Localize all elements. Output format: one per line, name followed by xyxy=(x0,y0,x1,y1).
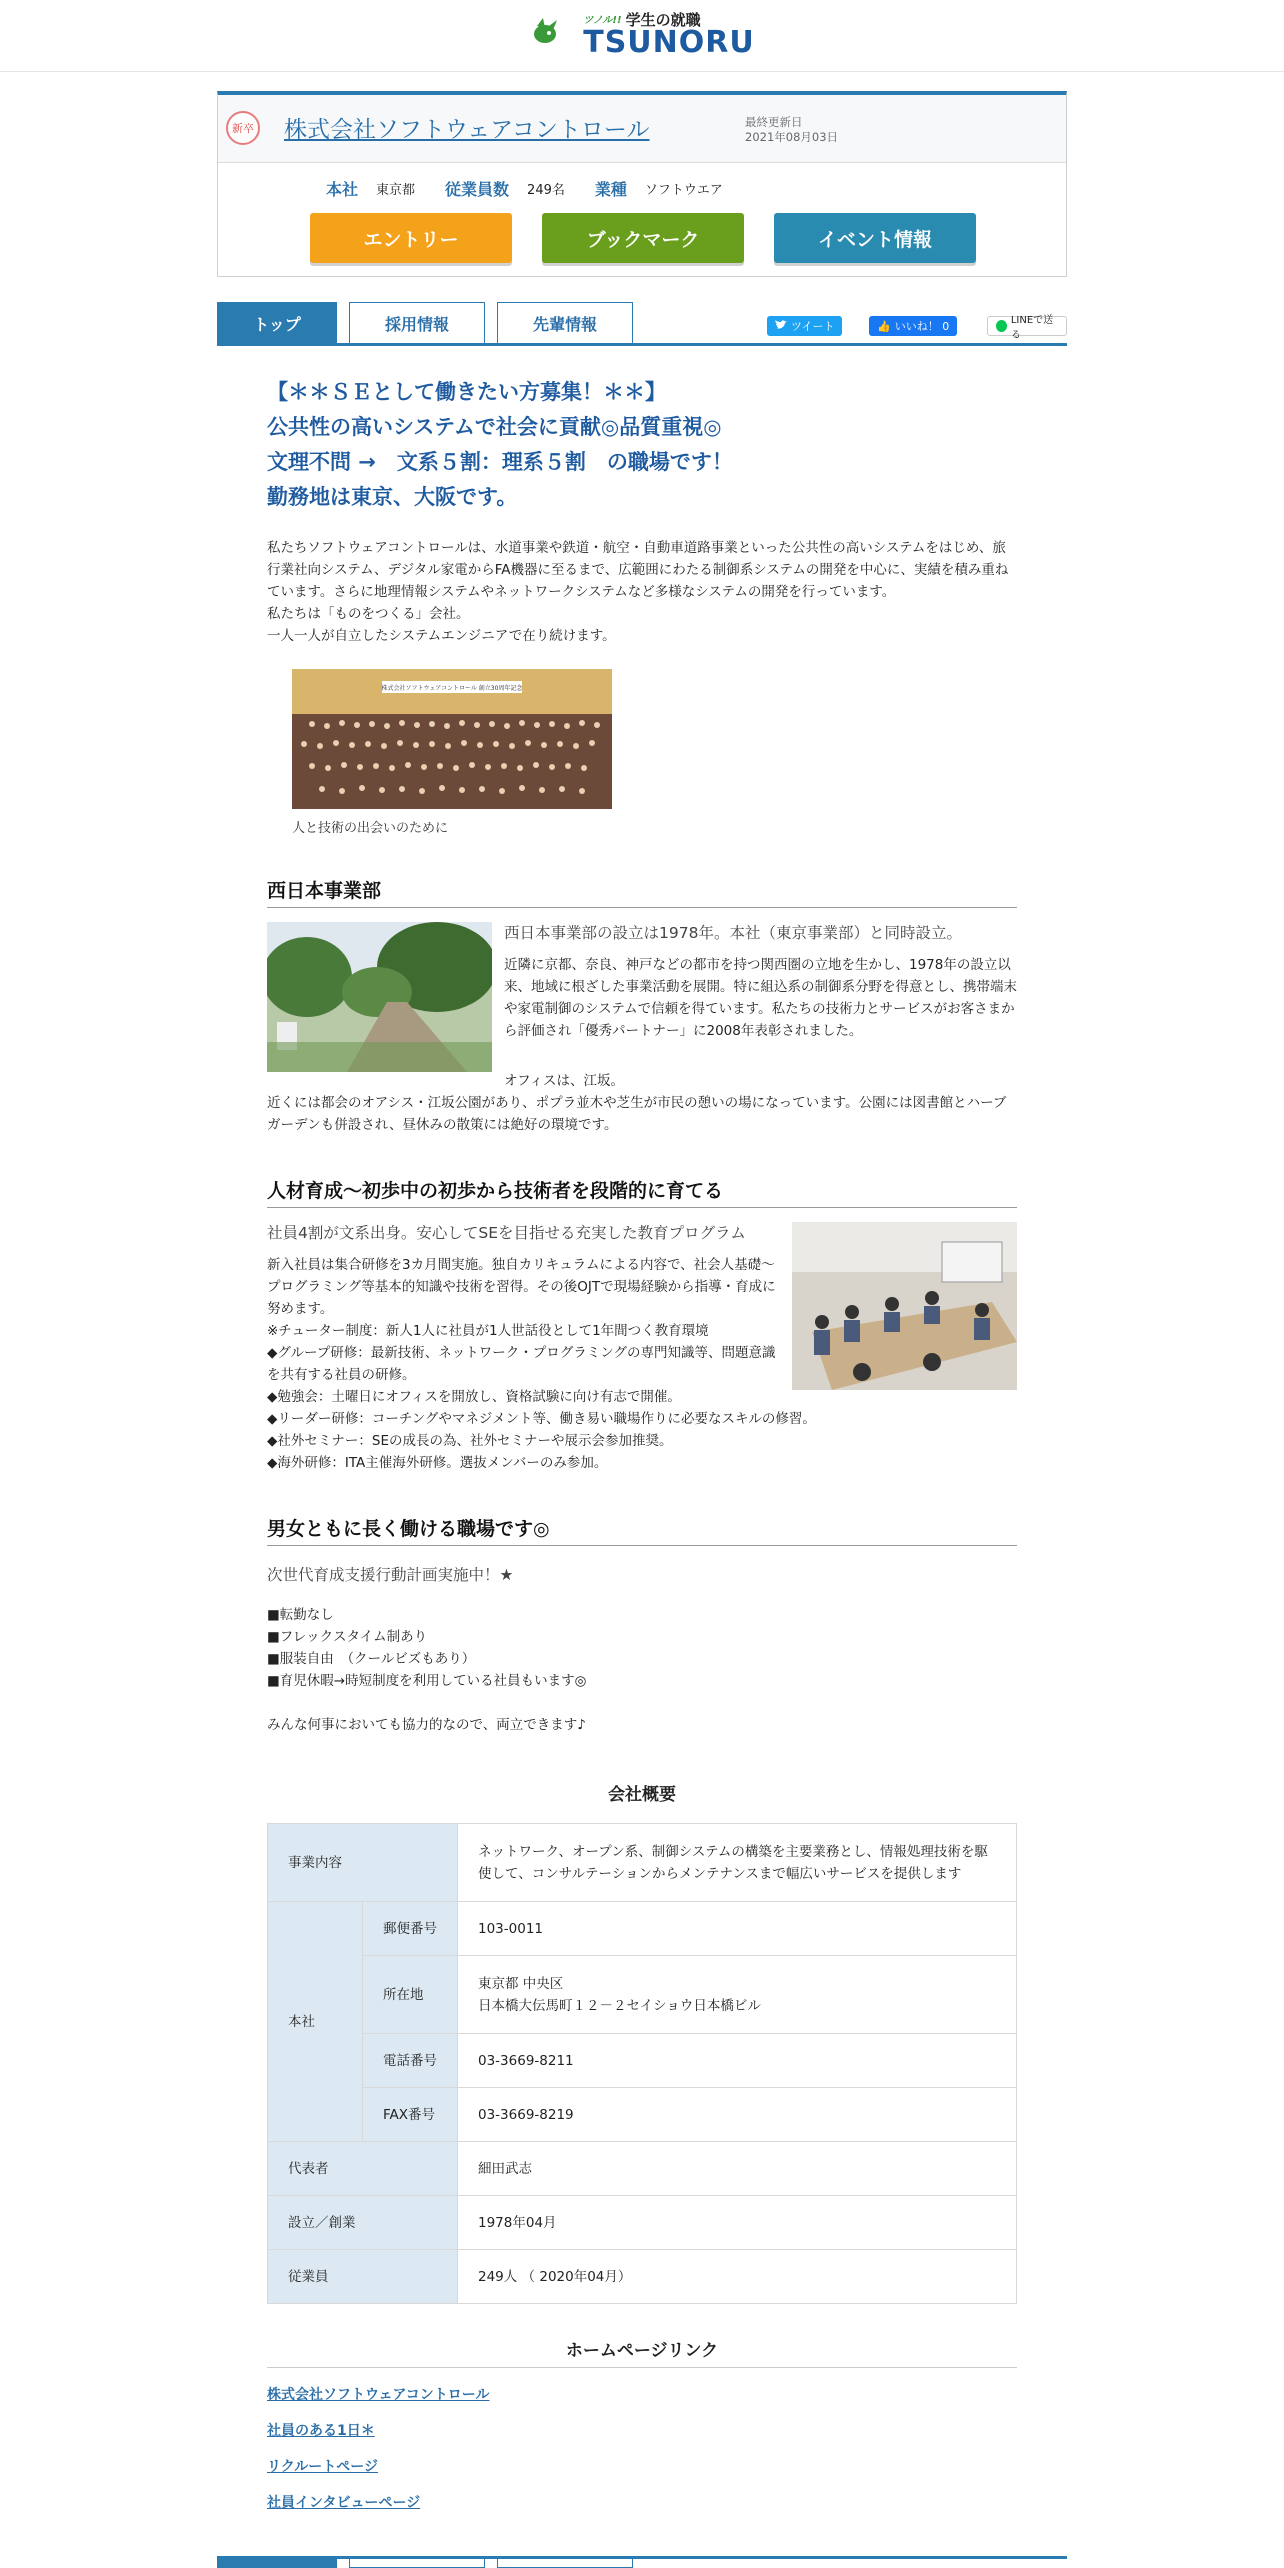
worklife-item: ■服装自由 （クールビズもあり） xyxy=(267,1651,476,1667)
section-worklife xyxy=(267,1564,1017,1736)
address-label: 所在地 xyxy=(363,1956,458,2034)
last-updated-date: 2021年08月03日 xyxy=(745,130,839,144)
address-value xyxy=(458,1956,1017,2034)
business-label: 事業内容 xyxy=(268,1824,458,1902)
fax-label: FAX番号 xyxy=(363,2088,458,2142)
table-row xyxy=(268,2250,1017,2304)
tab-seniors[interactable]: 先輩情報 xyxy=(497,302,633,343)
headline-line: 公共性の高いシステムで社会に貢献◎品質重視◎ xyxy=(267,415,722,439)
intro-paragraph: 私たちは「ものをつくる」会社。 xyxy=(267,606,470,622)
park-photo xyxy=(267,922,492,1072)
logo-sub-text: 学生の就職 xyxy=(625,11,701,29)
bookmark-button[interactable]: ブックマーク xyxy=(542,213,744,263)
section-west-japan-title: 西日本事業部 xyxy=(267,876,1017,908)
logo-tag: ツノル!! xyxy=(583,14,622,26)
bottom-tab-top[interactable] xyxy=(217,2559,337,2568)
line-icon xyxy=(996,320,1007,332)
logo-mark-icon xyxy=(529,16,575,56)
headline xyxy=(267,375,1017,515)
twitter-bird-icon xyxy=(775,320,787,333)
table-row xyxy=(268,2142,1017,2196)
industry-value: ソフトウエア xyxy=(644,183,723,198)
rep-value: 細田武志 xyxy=(458,2142,1017,2196)
site-header xyxy=(0,0,1284,72)
founded-value: 1978年04月 xyxy=(458,2196,1017,2250)
bottom-tab-recruit[interactable] xyxy=(349,2559,485,2568)
event-info-button[interactable]: イベント情報 xyxy=(774,213,976,263)
address-line-2: 日本橋大伝馬町１２－２セイショウ日本橋ビル xyxy=(478,1997,761,2014)
overview-table xyxy=(267,1823,1017,2304)
table-row xyxy=(268,1902,1017,1956)
section-worklife-closing: みんな何事においても協力的なので、両立できます♪ xyxy=(267,1717,586,1733)
meeting-photo xyxy=(792,1222,1017,1390)
business-value: ネットワーク、オープン系、制御システムの構築を主要業務とし、情報処理技術を駆使して、コンサルテーションからメンテナンスまで幅広いサービスを提供します xyxy=(458,1824,1017,1902)
main-content xyxy=(267,375,1017,2512)
last-updated xyxy=(745,115,838,145)
founded-label: 設立／創業 xyxy=(268,2196,458,2250)
link-interview-page[interactable]: 社員インタビューページ xyxy=(267,2495,421,2511)
worklife-item: ■転勤なし xyxy=(267,1607,334,1623)
hq-label-cell: 本社 xyxy=(268,1902,363,2142)
training-line: ※チューター制度：新人1人に社員が1人世話役として1年間つく教育環境 xyxy=(267,1323,709,1339)
postal-label: 郵便番号 xyxy=(363,1902,458,1956)
last-updated-label: 最終更新日 xyxy=(745,115,803,129)
hq-value: 東京都 xyxy=(376,183,416,198)
section-west-japan xyxy=(267,922,1017,1136)
headline-line: 勤務地は東京、大阪です。 xyxy=(267,485,518,509)
section-training-lead: 社員4割が文系出身。安心してSEを目指せる充実した教育プログラム xyxy=(267,1224,746,1242)
section-worklife-list xyxy=(267,1604,1017,1692)
section-west-japan-office-detail: 近くには都会のオアシス・江坂公園があり、ポプラ並木や芝生が市民の憩いの場になっています。公園には図書館とハーブガーデンも併設され、昼休みの散策には絶好の環境です。 xyxy=(267,1095,1007,1133)
entry-button[interactable]: エントリー xyxy=(310,213,512,263)
logo-main-text: TSUNORU xyxy=(583,25,755,60)
link-company-site[interactable]: 株式会社ソフトウェアコントロール xyxy=(267,2387,490,2403)
bottom-tab-seniors[interactable] xyxy=(497,2559,633,2568)
overview-title: 会社概要 xyxy=(608,1785,676,1805)
table-row xyxy=(268,1824,1017,1902)
intro-paragraph: 一人一人が自立したシステムエンジニアで在り続けます。 xyxy=(267,628,616,644)
company-meta xyxy=(326,177,753,200)
training-line: ◆海外研修：ITA主催海外研修。選抜メンバーのみ参加。 xyxy=(267,1455,608,1471)
group-photo xyxy=(292,669,612,809)
tweet-label: ツイート xyxy=(791,320,835,333)
section-worklife-title: 男女ともに長く働ける職場です◎ xyxy=(267,1514,1017,1546)
new-grad-badge: 新卒 xyxy=(226,111,260,145)
facebook-like-button[interactable] xyxy=(869,316,957,336)
link-recruit-page[interactable]: リクルートページ xyxy=(267,2459,379,2475)
like-label: いいね！ 0 xyxy=(894,320,950,333)
link-employee-day[interactable]: 社員のある1日＊ xyxy=(267,2423,375,2439)
employees-value: 249名 xyxy=(527,183,565,198)
table-row xyxy=(268,2196,1017,2250)
photo-banner-text: 株式会社ソフトウェアコントロール 創立30周年記念 xyxy=(381,685,523,692)
section-west-japan-office: オフィスは、江坂。 xyxy=(504,1073,625,1089)
training-line: ◆グループ研修：最新技術、ネットワーク・プログラミングの専門知識等、問題意識を共有する社員の研修。 xyxy=(267,1345,776,1383)
training-line: ◆勉強会：土曜日にオフィスを開放し、資格試験に向け有志で開催。 xyxy=(267,1389,681,1405)
intro-text xyxy=(267,537,1017,647)
employees-label: 従業員数 xyxy=(445,180,510,199)
worklife-item: ■育児休暇→時短制度を利用している社員もいます◎ xyxy=(267,1673,587,1689)
section-west-japan-lead: 西日本事業部の設立は1978年。本社（東京事業部）と同時設立。 xyxy=(504,924,962,942)
section-west-japan-body: 近隣に京都、奈良、神戸などの都市を持つ関西圏の立地を生かし、1978年の設立以来、地域に根ざした事業活動を展開。特に組込系の制御系分野を得意とし、携帯端末や家電制御のシステムで信頼を得ています。私たちの技術力とサービスがお客さまから評価され「優秀パートナー」に2008年表彰されました。 xyxy=(504,957,1017,1039)
tab-top[interactable]: トップ xyxy=(217,302,337,343)
tel-label: 電話番号 xyxy=(363,2034,458,2088)
company-name-link[interactable]: 株式会社ソフトウェアコントロール xyxy=(284,117,650,143)
headline-line: 文理不問 → 文系５割：理系５割 の職場です！ xyxy=(267,450,733,474)
staff-value: 249人 （ 2020年04月） xyxy=(458,2250,1017,2304)
company-card xyxy=(217,91,1067,277)
group-photo-block xyxy=(292,669,612,836)
headline-line: 【＊＊ＳＥとして働きたい方募集！＊＊】 xyxy=(267,380,666,404)
postal-value: 103-0011 xyxy=(458,1902,1017,1956)
section-worklife-lead: 次世代育成支援行動計画実施中！★ xyxy=(267,1566,514,1584)
table-row xyxy=(268,2088,1017,2142)
section-training-title: 人材育成～初歩中の初歩から技術者を段階的に育てる xyxy=(267,1176,1017,1208)
hq-label: 本社 xyxy=(326,180,359,199)
training-line: 新入社員は集合研修を3カ月間実施。独自カリキュラムによる内容で、社会人基礎～プログラミング等基本的知識や技術を習得。その後OJTで現場経験から指導・育成に努めます。 xyxy=(267,1257,776,1317)
bottom-tabs xyxy=(217,2556,1067,2568)
table-row xyxy=(268,1956,1017,2034)
training-line: ◆リーダー研修：コーチングやマネジメント等、働き易い職場作りに必要なスキルの修習。 xyxy=(267,1411,816,1427)
tel-value: 03-3669-8211 xyxy=(458,2034,1017,2088)
thumbs-up-icon: 👍 xyxy=(877,319,891,333)
tsunoru-logo[interactable] xyxy=(529,13,755,58)
industry-label: 業種 xyxy=(594,180,627,199)
page-tabs xyxy=(217,302,1067,346)
address-line-1: 東京都 中央区 xyxy=(478,1975,564,1992)
section-training xyxy=(267,1222,1017,1474)
line-share-button[interactable] xyxy=(987,315,1067,341)
staff-label: 従業員 xyxy=(268,2250,458,2304)
intro-paragraph: 私たちソフトウェアコントロールは、水道事業や鉄道・航空・自動車道路事業といった公共性の高いシステムをはじめ、旅行業社向システム、デジタル家電からFA機器に至るまで、広範囲にわたる制御系システムの開発を中心に、実績を積み重ねています。さらに地理情報システムやネットワークシステムなど多様なシステムの開発を行っています。 xyxy=(267,540,1009,600)
training-line: ◆社外セミナー：SEの成長の為、社外セミナーや展示会参加推奨。 xyxy=(267,1433,673,1449)
worklife-item: ■フレックスタイム制あり xyxy=(267,1629,428,1645)
group-photo-caption: 人と技術の出会いのために xyxy=(292,821,449,836)
company-card-header xyxy=(218,95,1066,163)
tab-recruit[interactable]: 採用情報 xyxy=(349,302,485,343)
line-label: LINEで送る xyxy=(1010,315,1054,341)
tweet-button[interactable] xyxy=(767,316,842,336)
fax-value: 03-3669-8219 xyxy=(458,2088,1017,2142)
table-row xyxy=(268,2034,1017,2088)
homepage-links-title: ホームページリンク xyxy=(267,2336,1017,2368)
rep-label: 代表者 xyxy=(268,2142,458,2196)
